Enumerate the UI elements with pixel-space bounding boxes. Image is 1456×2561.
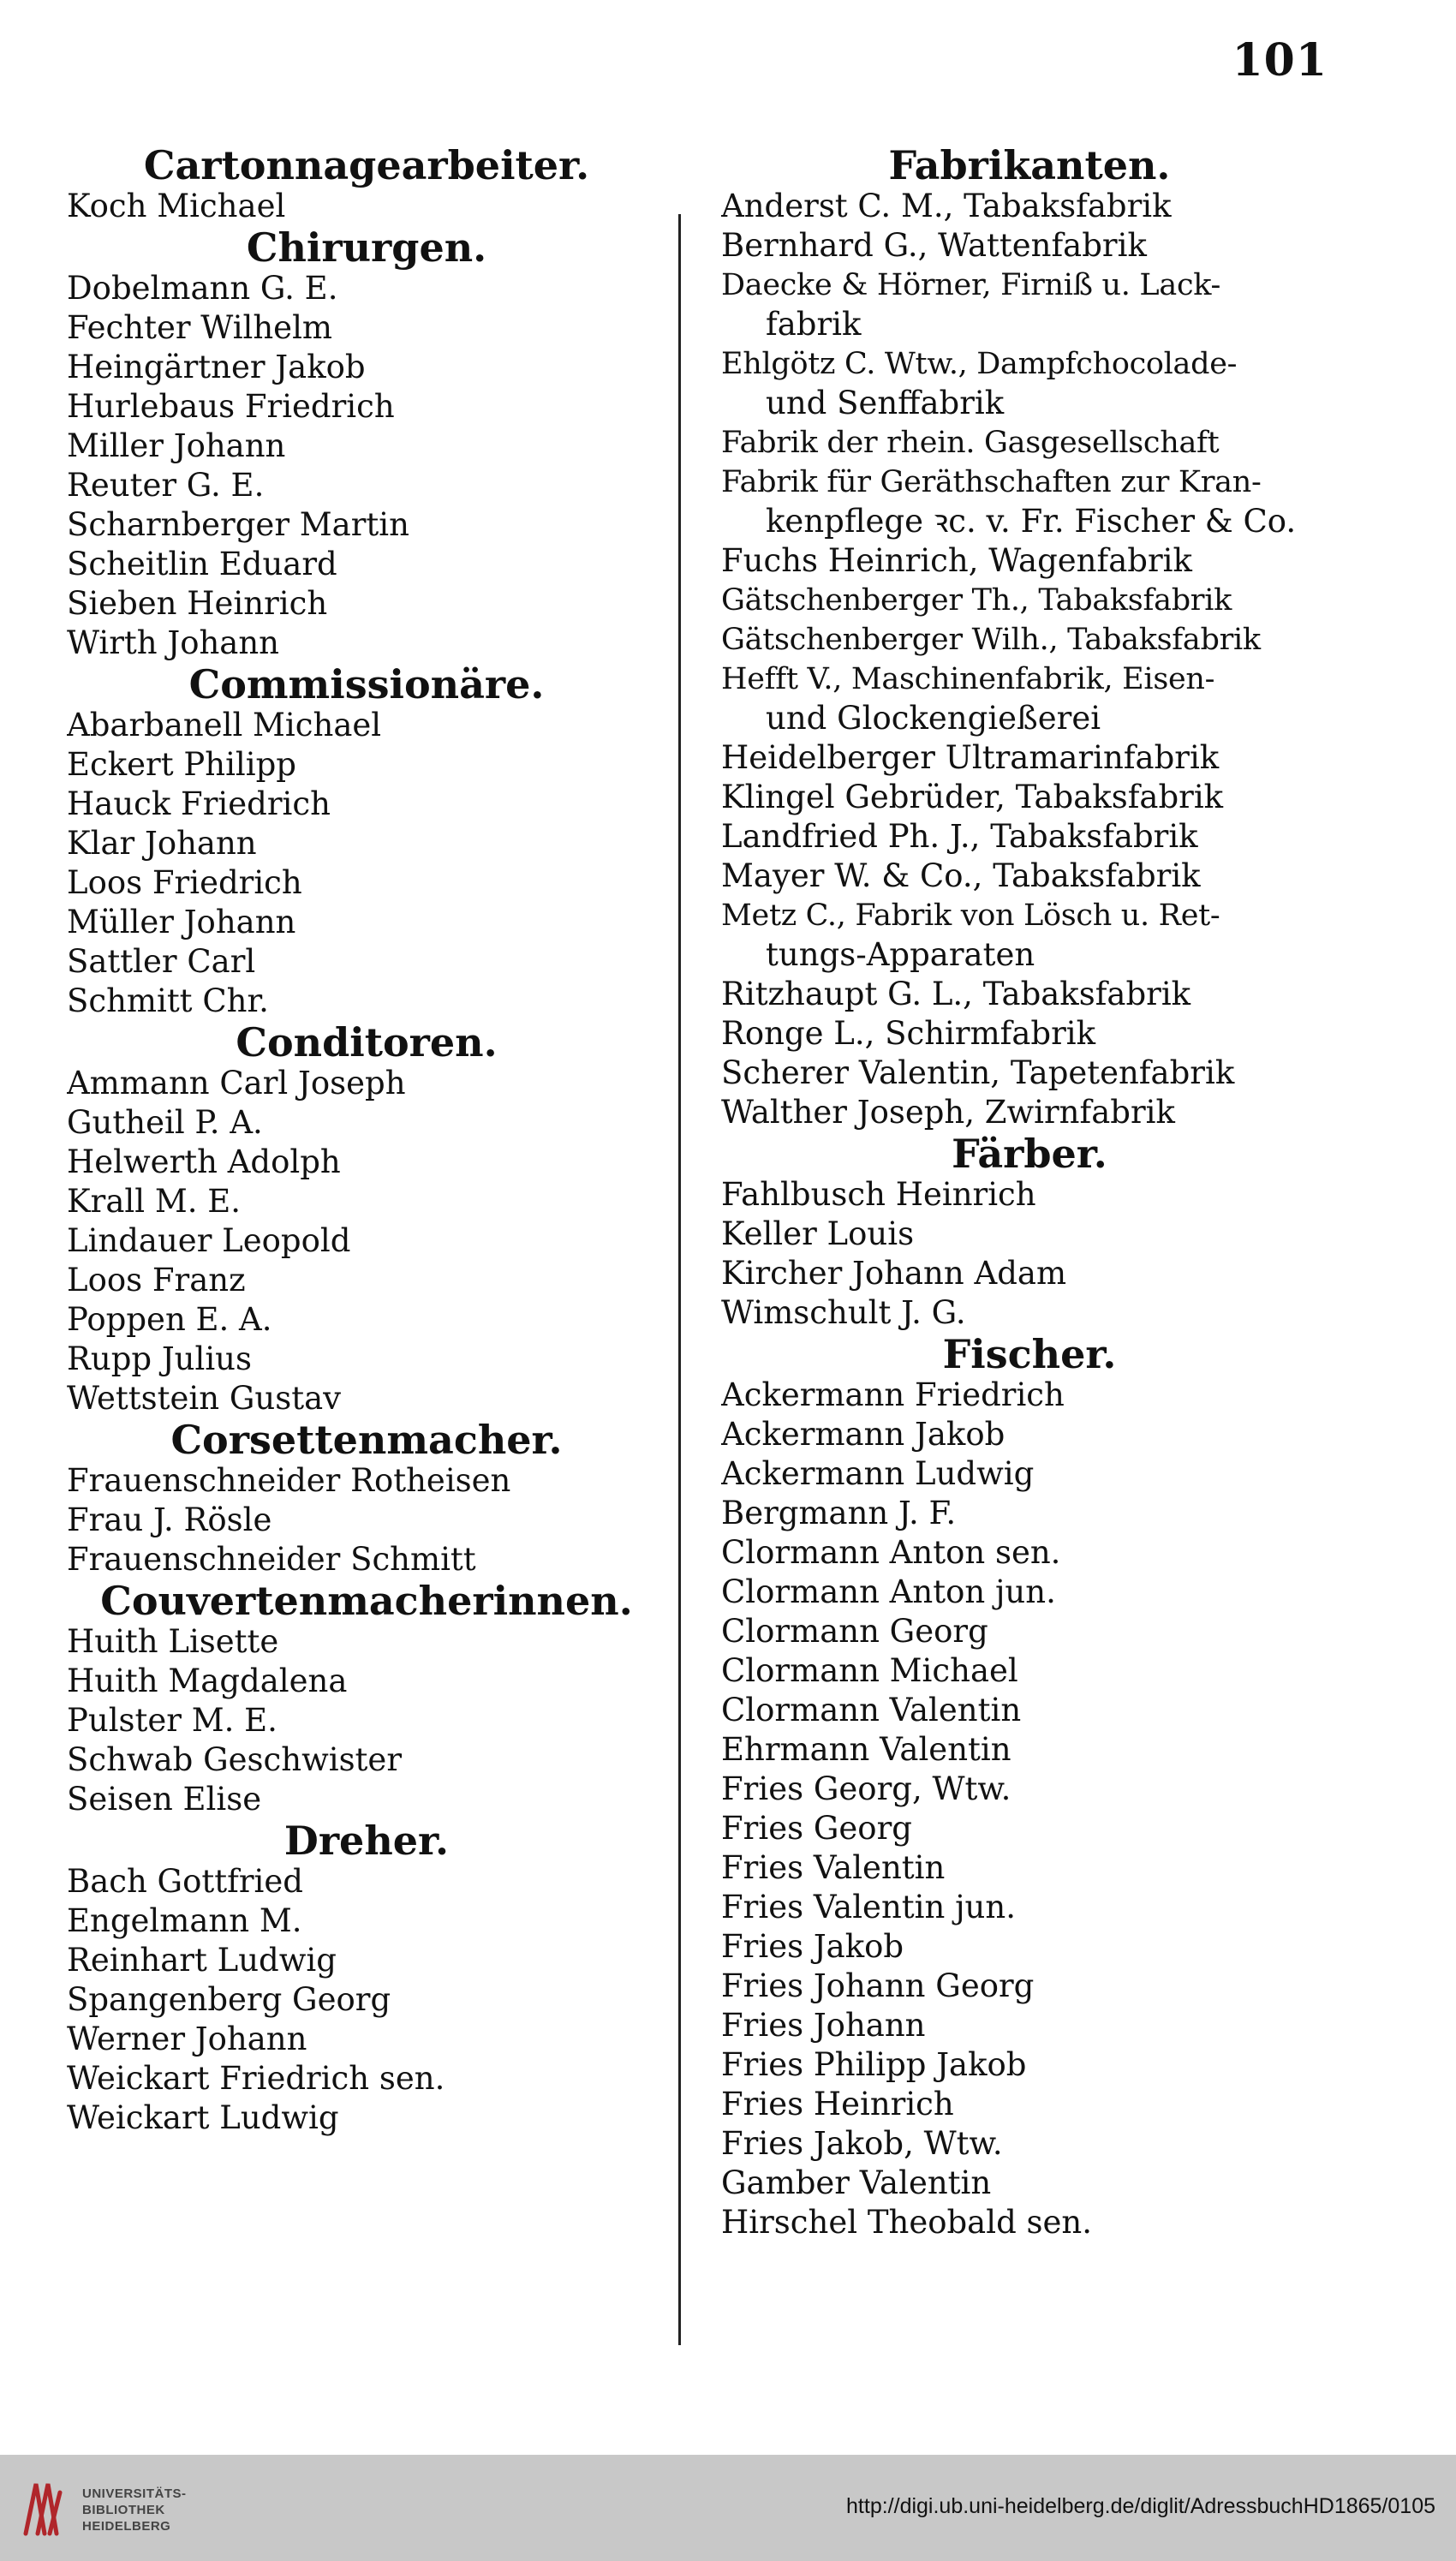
directory-entry: Loos Friedrich [67, 864, 302, 901]
directory-entry: Huith Lisette [67, 1623, 279, 1660]
directory-entry: Miller Johann [67, 427, 286, 464]
directory-entry: Rupp Julius [67, 1340, 252, 1377]
directory-entry: Reinhart Ludwig [67, 1942, 337, 1979]
directory-entry: Helwerth Adolph [67, 1143, 341, 1180]
directory-entry: Hirschel Theobald sen. [721, 2204, 1092, 2241]
directory-entry: Huith Magdalena [67, 1663, 348, 1699]
section-heading: Dreher. [283, 1818, 450, 1864]
directory-entry: Pulster M. E. [67, 1702, 277, 1739]
entry-continuation: fabrik [766, 306, 862, 343]
directory-entry: Hauck Friedrich [67, 785, 331, 822]
directory-entry: Koch Michael [67, 188, 286, 224]
directory-entry: Fries Georg, Wtw. [721, 1770, 1011, 1807]
directory-entry: Ackermann Ludwig [721, 1455, 1035, 1492]
directory-entry: Heidelberger Ultramarinfabrik [721, 739, 1220, 776]
directory-entry: Fries Valentin [721, 1849, 946, 1886]
directory-entry: Hefft V., Maschinenfabrik, Eisen- [721, 662, 1215, 696]
directory-entry: Fries Heinrich [721, 2086, 954, 2122]
directory-entry: Fries Jakob [721, 1928, 904, 1965]
directory-entry: Anderst C. M., Tabaksfabrik [721, 188, 1172, 224]
section-heading: Commissionäre. [188, 661, 545, 707]
entry-continuation: kenpflege ꝛc. v. Fr. Fischer & Co. [766, 503, 1297, 540]
directory-entry: Keller Louis [721, 1215, 915, 1252]
directory-entry: Fuchs Heinrich, Wagenfabrik [721, 542, 1192, 579]
directory-entry: Abarbanell Michael [67, 707, 382, 743]
section-heading: Fabrikanten. [888, 142, 1171, 188]
directory-entry: Clormann Valentin [721, 1692, 1022, 1728]
directory-entry: Spangenberg Georg [67, 1981, 391, 2018]
section-heading: Chirurgen. [246, 224, 487, 271]
directory-entry: Gätschenberger Wilh., Tabaksfabrik [721, 623, 1261, 657]
directory-entry: Metz C., Fabrik von Lösch u. Ret- [721, 898, 1220, 933]
directory-entry: Fries Georg [721, 1810, 912, 1847]
directory-entry: Dobelmann G. E. [67, 270, 338, 307]
directory-entry: Fabrik für Geräthschaften zur Kran- [721, 465, 1262, 499]
directory-entry: Sattler Carl [67, 943, 256, 980]
directory-entry: Weickart Friedrich sen. [67, 2060, 445, 2097]
directory-entry: Frauenschneider Schmitt [67, 1541, 476, 1578]
directory-entry: Ammann Carl Joseph [67, 1065, 406, 1101]
page-number: 101 [1232, 34, 1328, 87]
directory-entry: Hurlebaus Friedrich [67, 388, 395, 425]
directory-entry: Scharnberger Martin [67, 506, 409, 543]
directory-entry: Wettstein Gustav [67, 1380, 342, 1417]
directory-entry: Wirth Johann [67, 624, 280, 661]
directory-entry: Klingel Gebrüder, Tabaksfabrik [721, 779, 1224, 815]
directory-entry: Fries Johann Georg [721, 1967, 1035, 2004]
directory-entry: Heingärtner Jakob [67, 349, 366, 385]
directory-entry: Frauenschneider Rotheisen [67, 1462, 511, 1499]
directory-entry: Werner Johann [67, 2021, 307, 2057]
directory-entry: Seisen Elise [67, 1781, 262, 1818]
logo-line: UNIVERSITÄTS- [82, 2486, 187, 2501]
right-column [721, 144, 1338, 2242]
directory-entry: Eckert Philipp [67, 746, 296, 783]
source-url-link[interactable]: http://digi.ub.uni-heidelberg.de/diglit/AdressbuchHD1865/0105 [846, 2494, 1435, 2518]
library-logo-text [82, 2486, 187, 2534]
directory-entry: Walther Joseph, Zwirnfabrik [721, 1094, 1175, 1131]
section-heading: Cartonnagearbeiter. [143, 142, 590, 188]
column-divider [678, 214, 681, 2345]
directory-entry: Gutheil P. A. [67, 1104, 263, 1141]
directory-entry: Kircher Johann Adam [721, 1255, 1067, 1292]
directory-entry: Mayer W. & Co., Tabaksfabrik [721, 857, 1201, 894]
directory-entry: Clormann Anton sen. [721, 1534, 1061, 1571]
directory-entry: Fries Philipp Jakob [721, 2046, 1027, 2083]
directory-entry: Fries Johann [721, 2007, 926, 2044]
section-heading: Fischer. [942, 1331, 1117, 1377]
directory-entry: Müller Johann [67, 904, 296, 940]
footer-bar [0, 2455, 1456, 2561]
directory-entry: Engelmann M. [67, 1902, 302, 1939]
library-logo-icon [19, 2474, 69, 2542]
directory-entry: Lindauer Leopold [67, 1222, 351, 1259]
directory-entry: Gätschenberger Th., Tabaksfabrik [721, 583, 1232, 618]
entry-continuation: und Senffabrik [766, 385, 1005, 421]
directory-entry: Ronge L., Schirmfabrik [721, 1015, 1096, 1052]
directory-entry: Scherer Valentin, Tapetenfabrik [721, 1054, 1235, 1091]
left-column [67, 144, 666, 2138]
entry-continuation: tungs-Apparaten [766, 936, 1035, 973]
directory-entry: Wimschult J. G. [721, 1294, 966, 1331]
directory-entry: Ackermann Jakob [721, 1416, 1005, 1453]
directory-entry: Krall M. E. [67, 1183, 241, 1220]
directory-entry: Frau J. Rösle [67, 1501, 272, 1538]
directory-entry: Bernhard G., Wattenfabrik [721, 227, 1147, 264]
directory-entry: Fahlbusch Heinrich [721, 1176, 1036, 1213]
directory-entry: Scheitlin Eduard [67, 546, 337, 582]
directory-entry: Poppen E. A. [67, 1301, 272, 1338]
directory-entry: Sieben Heinrich [67, 585, 328, 622]
directory-entry: Ehrmann Valentin [721, 1731, 1011, 1768]
directory-entry: Daecke & Hörner, Firniß u. Lack- [721, 268, 1221, 302]
directory-entry: Bergmann J. F. [721, 1495, 957, 1531]
section-heading: Conditoren. [236, 1019, 498, 1066]
directory-entry: Weickart Ludwig [67, 2099, 339, 2136]
directory-entry: Reuter G. E. [67, 467, 265, 504]
directory-entry: Fries Valentin jun. [721, 1889, 1016, 1925]
directory-entry: Ehlgötz C. Wtw., Dampfchocolade- [721, 347, 1238, 381]
directory-entry: Schmitt Chr. [67, 982, 269, 1019]
directory-entry: Ackermann Friedrich [721, 1376, 1065, 1413]
directory-entry: Landfried Ph. J., Tabaksfabrik [721, 818, 1198, 855]
directory-entry: Clormann Anton jun. [721, 1573, 1056, 1610]
directory-entry: Gamber Valentin [721, 2164, 992, 2201]
directory-entry: Klar Johann [67, 825, 257, 862]
directory-entry: Ritzhaupt G. L., Tabaksfabrik [721, 976, 1191, 1012]
section-heading: Corsettenmacher. [170, 1417, 563, 1463]
logo-line: HEIDELBERG [82, 2519, 171, 2534]
section-heading: Couvertenmacherinnen. [100, 1578, 633, 1624]
section-heading: Färber. [952, 1131, 1107, 1177]
directory-entry: Fabrik der rhein. Gasgesellschaft [721, 426, 1220, 460]
directory-entry: Fechter Wilhelm [67, 309, 333, 346]
directory-entry: Loos Franz [67, 1262, 246, 1298]
directory-entry: Schwab Geschwister [67, 1741, 403, 1778]
directory-entry: Clormann Georg [721, 1613, 988, 1650]
directory-entry: Clormann Michael [721, 1652, 1018, 1689]
directory-entry: Bach Gottfried [67, 1863, 303, 1900]
directory-entry: Fries Jakob, Wtw. [721, 2125, 1003, 2162]
entry-continuation: und Glockengießerei [766, 700, 1101, 737]
logo-line: BIBLIOTHEK [82, 2503, 165, 2517]
